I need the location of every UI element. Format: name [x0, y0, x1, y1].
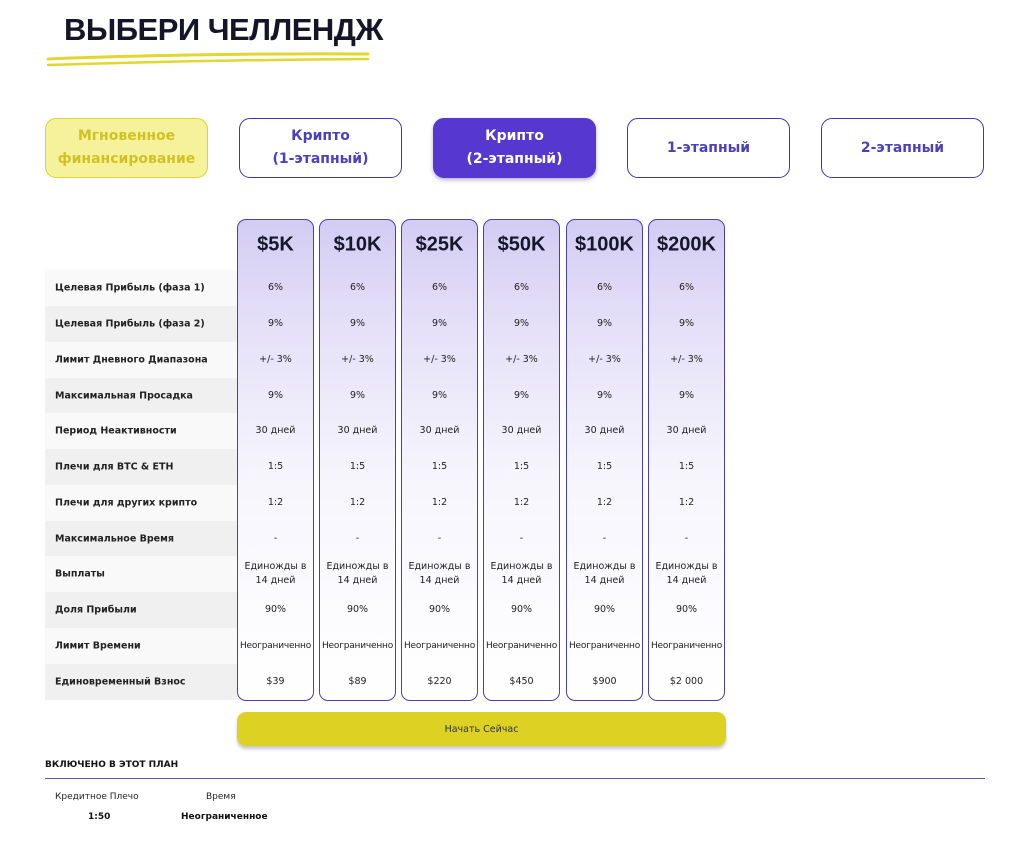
row-label: Выплаты [55, 568, 105, 580]
plan-cell: Неограниченно [239, 641, 312, 651]
row-label: Плечи для других крипто [55, 497, 198, 509]
page-title: ВЫБЕРИ ЧЕЛЛЕНДЖ [64, 12, 383, 47]
plan-cell: 9% [431, 318, 448, 329]
plan-cell: - [273, 533, 278, 544]
plan-amount: $50K [497, 233, 546, 256]
plan-cell: 1:2 [596, 497, 613, 508]
plan-cell: +/- 3% [505, 354, 538, 365]
plan-cell: $2 000 [669, 676, 704, 687]
plan-cell: 1:5 [349, 461, 366, 472]
plan-cell: 1:2 [513, 497, 530, 508]
row-label: Плечи для BTC & ETH [55, 461, 174, 473]
plan-cell: 30 дней [419, 425, 460, 436]
included-title: ВКЛЮЧЕНО В ЭТОТ ПЛАН [45, 760, 179, 770]
plan-cell: 9% [267, 318, 284, 329]
plan-cell: 30 дней [666, 425, 707, 436]
plan-cell: 1:5 [431, 461, 448, 472]
plan-amount: $5K [257, 233, 294, 256]
plan-cell: 9% [678, 318, 695, 329]
plan-cell: $39 [266, 676, 285, 687]
plan-amount: $200K [657, 233, 716, 256]
plan-cell: +/- 3% [588, 354, 621, 365]
plan-cell: $89 [348, 676, 367, 687]
row-label: Максимальная Просадка [55, 390, 193, 402]
plan-amount: $100K [575, 233, 634, 256]
tab-instant-funding[interactable]: Мгновенное финансирование [45, 118, 208, 178]
plan-cell: Единожды в 14 дней [573, 561, 636, 586]
plan-cell: 30 дней [255, 425, 296, 436]
plan-cell: +/- 3% [423, 354, 456, 365]
plan-cell: 30 дней [501, 425, 542, 436]
plan-cell: 1:5 [678, 461, 695, 472]
plan-cell: 1:5 [513, 461, 530, 472]
plan-cell: 6% [678, 282, 695, 293]
start-now-button[interactable]: Начать Сейчас [237, 712, 726, 746]
plan-cell: Неограниченно [485, 641, 558, 651]
plan-cell: 90% [510, 604, 533, 615]
plan-cell: 6% [267, 282, 284, 293]
plan-cell: 1:5 [596, 461, 613, 472]
plan-cell: 9% [513, 318, 530, 329]
plan-cell: Единожды в 14 дней [655, 561, 718, 586]
row-label: Единовременный Взнос [55, 676, 186, 688]
plan-cell: 9% [513, 390, 530, 401]
plan-cell: +/- 3% [259, 354, 292, 365]
included-leverage-value: 1:50 [88, 812, 111, 822]
plan-cell: - [355, 533, 360, 544]
plan-cell: 9% [596, 318, 613, 329]
tab-crypto-1-step[interactable]: Крипто (1-этапный) [239, 118, 402, 178]
included-time-label: Время [206, 792, 236, 802]
plan-cell: 9% [596, 390, 613, 401]
tab-1-step[interactable]: 1-этапный [627, 118, 790, 178]
plan-cell: 1:2 [349, 497, 366, 508]
title-underline [44, 50, 374, 72]
plan-cell: Единожды в 14 дней [244, 561, 307, 586]
plan-cell: - [684, 533, 689, 544]
plan-cell: 1:2 [267, 497, 284, 508]
row-label: Целевая Прибыль (фаза 1) [55, 282, 205, 294]
row-label: Лимит Времени [55, 640, 141, 652]
row-label: Максимальное Время [55, 533, 174, 545]
plan-amount: $25K [415, 233, 464, 256]
plan-cell: 1:5 [267, 461, 284, 472]
plan-cell: 9% [267, 390, 284, 401]
plan-cell: 9% [431, 390, 448, 401]
row-label: Лимит Дневного Диапазона [55, 354, 208, 366]
plan-cell: +/- 3% [341, 354, 374, 365]
plan-cell: Единожды в 14 дней [326, 561, 389, 586]
plan-cell: 6% [431, 282, 448, 293]
plan-cell: 9% [349, 318, 366, 329]
plan-cell: 30 дней [584, 425, 625, 436]
tab-crypto-2-step[interactable]: Крипто (2-этапный) [433, 118, 596, 178]
included-divider [45, 778, 985, 779]
plan-cell: - [437, 533, 442, 544]
included-time-value: Неограниченное [181, 812, 268, 822]
plan-cell: 90% [428, 604, 451, 615]
plan-cell: Единожды в 14 дней [408, 561, 471, 586]
plan-amount: $10K [333, 233, 382, 256]
plan-cell: 1:2 [678, 497, 695, 508]
plan-cell: 30 дней [337, 425, 378, 436]
plan-cell: - [519, 533, 524, 544]
plan-cell: Неограниченно [650, 641, 723, 651]
plan-cell: Единожды в 14 дней [490, 561, 553, 586]
plan-cell: $450 [509, 676, 534, 687]
row-label: Период Неактивности [55, 425, 177, 437]
plan-cell: $900 [592, 676, 617, 687]
plan-cell: 1:2 [431, 497, 448, 508]
row-label: Целевая Прибыль (фаза 2) [55, 318, 205, 330]
plan-cell: 90% [593, 604, 616, 615]
plan-cell: +/- 3% [670, 354, 703, 365]
included-leverage-label: Кредитное Плечо [55, 792, 139, 802]
plan-cell: 9% [678, 390, 695, 401]
plan-cell: Неограниченно [321, 641, 394, 651]
plan-cell: 6% [349, 282, 366, 293]
plan-cell: 6% [513, 282, 530, 293]
tab-2-step[interactable]: 2-этапный [821, 118, 984, 178]
plan-cell: 90% [264, 604, 287, 615]
plan-cell: 9% [349, 390, 366, 401]
plan-cell: Неограниченно [403, 641, 476, 651]
plan-cell: Неограниченно [568, 641, 641, 651]
plan-cell: - [602, 533, 607, 544]
plan-cell: 6% [596, 282, 613, 293]
row-label: Доля Прибыли [55, 604, 137, 616]
plan-cell: 90% [675, 604, 698, 615]
plan-cell: $220 [427, 676, 452, 687]
plan-cell: 90% [346, 604, 369, 615]
